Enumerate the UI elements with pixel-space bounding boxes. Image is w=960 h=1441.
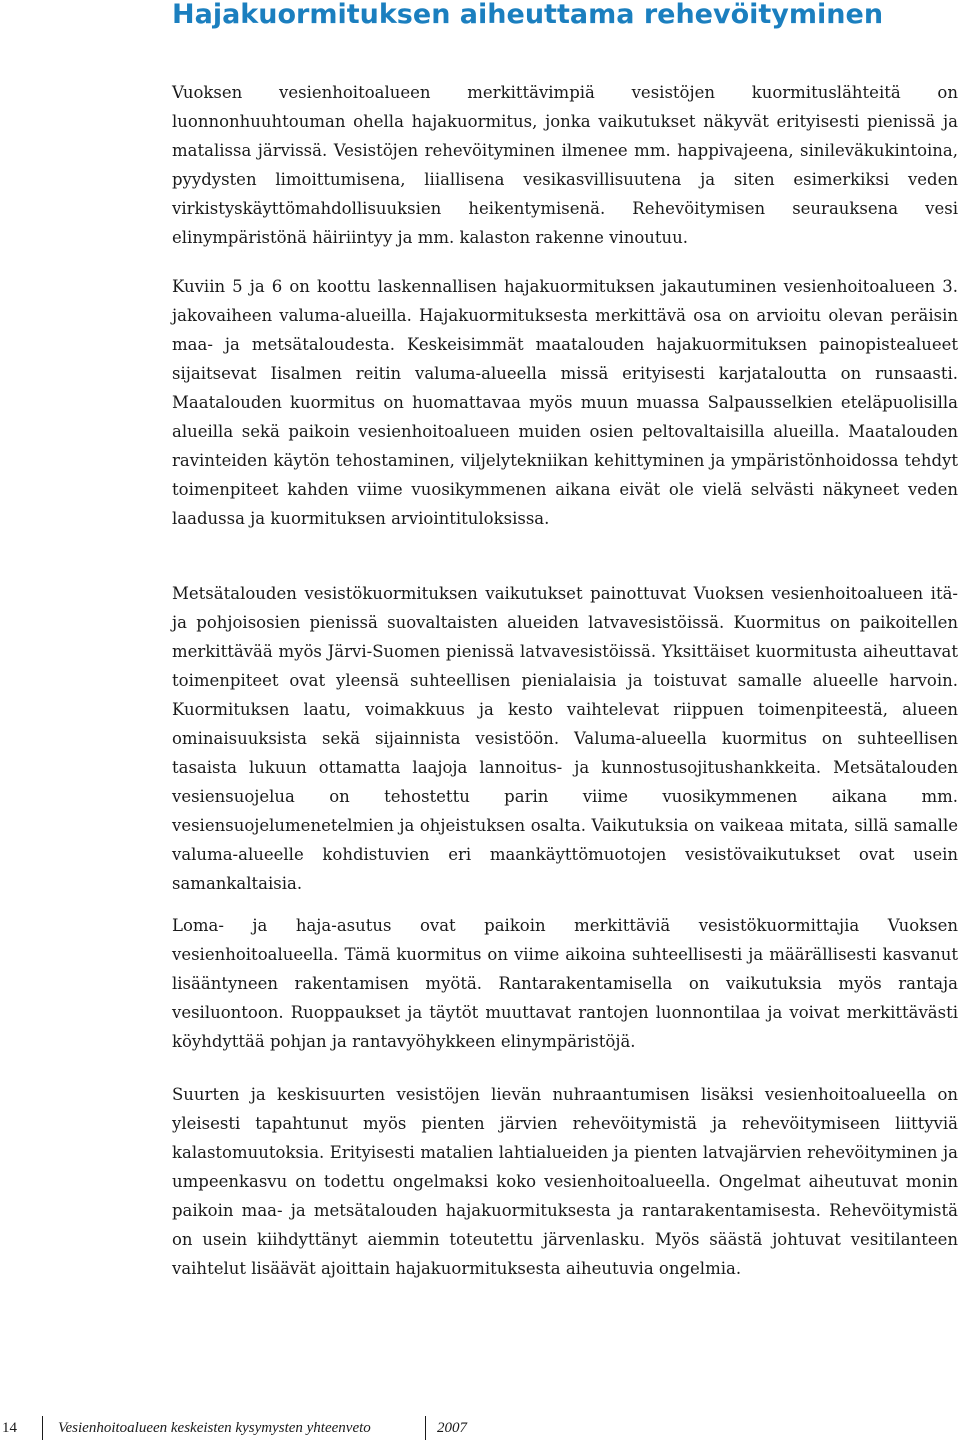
page-footer: [0, 1416, 960, 1440]
paragraph-lakes: Suurten ja keskisuurten vesistöjen lievän nuhraantumisen lisäksi vesienhoitoalueella on yleisesti tapahtunut myös pienten järvien rehevöitymistä ja rehevöitymiseen liittyviä kalastomuutoksia. Erityisesti matalien lahtialueiden ja pienten latvajärvien rehevöityminen ja umpeenkasvu on todettu ongelmaksi koko vesienhoitoalueella. Ongelmat aiheutuvat monin paikoin maa- ja metsätalouden hajakuormituksesta ja rantarakentamisesta. Rehevöitymistä on usein kiihdyttänyt aiemmin toteutettu järvenlasku. Myös säästä johtuvat vesitilanteen vaihtelut lisäävät ajoittain hajakuormituksesta aiheutuvia ongelmia.: [172, 1085, 958, 1278]
publication-title: Vesienhoitoalueen keskeisten kysymysten yhteenveto: [58, 1420, 371, 1436]
paragraph-forestry: Metsätalouden vesistökuormituksen vaikutukset painottuvat Vuoksen vesienhoitoalueen itä- ja pohjoisosien pienissä suovaltaisten alueiden latvavesistöissä. Kuormitus on paikoitellen merkittävää myös Järvi-Suomen pienissä latvavesistöissä. Yksittäiset kuormitusta aiheuttavat toimenpiteet ovat yleensä suhteellisen pienialaisia ja toistuvat samalle alueelle harvoin. Kuormituksen laatu, voimakkuus ja kesto vaihtelevat riippuen toimenpiteestä, alueen ominaisuuksista sekä sijainnista vesistöön. Valuma-alueella kuormitus on suhteellisen tasaista lukuun ottamatta laajoja lannoitus- ja kunnostusojitushankkeita. Metsätalouden vesiensuojelua on tehostettu parin viime vuosikymmenen aikana mm. vesiensuojelumenetelmien ja ohjeistuksen osalta. Vaikutuksia on vaikeaa mitata, sillä samalle valuma-alueelle kohdistuvien eri maankäyttömuotojen vesistövaikutukset ovat usein samankaltaisia.: [172, 584, 958, 893]
paragraph-settlement: Loma- ja haja-asutus ovat paikoin merkittäviä vesistökuormittajia Vuoksen vesienhoitoalueella. Tämä kuormitus on viime aikoina suhteellisesti ja määrällisesti kasvanut lisääntyneen rakentamisen myötä. Rantarakentamisella on vaikutuksia myös rantaja vesiluontoon. Ruoppaukset ja täytöt muuttavat rantojen luonnontilaa ja voivat merkittävästi köyhdyttää pohjan ja rantavyöhykkeen elinympäristöjä.: [172, 916, 958, 1051]
publication-year: 2007: [437, 1420, 467, 1436]
page-number: 14: [2, 1420, 17, 1436]
paragraph-agriculture: Kuviin 5 ja 6 on koottu laskennallisen hajakuormituksen jakautuminen vesienhoitoalueen 3. jakovaiheen valuma-alueilla. Hajakuormituksesta merkittävä osa on arvioitu olevan peräisin maa- ja metsätaloudesta. Keskeisimmät maatalouden hajakuormituksen painopistealueet sijaitsevat Iisalmen reitin valuma-alueella missä erityisesti karjataloutta on runsaasti. Maatalouden kuormitus on huomattavaa myös muun muassa Salpausselkien eteläpuolisilla alueilla sekä paikoin vesienhoitoalueen muiden osien peltovaltaisilla alueilla. Maatalouden ravinteiden käytön tehostaminen, viljelytekniikan kehittyminen ja ympäristönhoidossa tehdyt toimenpiteet kahden viime vuosikymmenen aikana eivät ole vielä selvästi näkyneet veden laadussa ja kuormituksen arviointituloksissa.: [172, 277, 958, 528]
footer-divider: [425, 1416, 426, 1440]
paragraph-intro: Vuoksen vesienhoitoalueen merkittävimpiä vesistöjen kuormituslähteitä on luonnonhuuhtouman ohella hajakuormitus, jonka vaikutukset näkyvät erityisesti pienissä ja matalissa järvissä. Vesistöjen rehevöityminen ilmenee mm. happivajeena, sinileväkukintoina, pyydysten limoittumisena, liiallisena vesikasvillisuutena ja siten esimerkiksi veden virkistyskäyttömahdollisuuksien heikentymisenä. Rehevöitymisen seurauksena vesi elinympäristönä häiriintyy ja mm. kalaston rakenne vinoutuu.: [172, 83, 958, 247]
page-title: Hajakuormituksen aiheuttama rehevöityminen: [172, 0, 884, 30]
footer-divider: [42, 1416, 43, 1440]
